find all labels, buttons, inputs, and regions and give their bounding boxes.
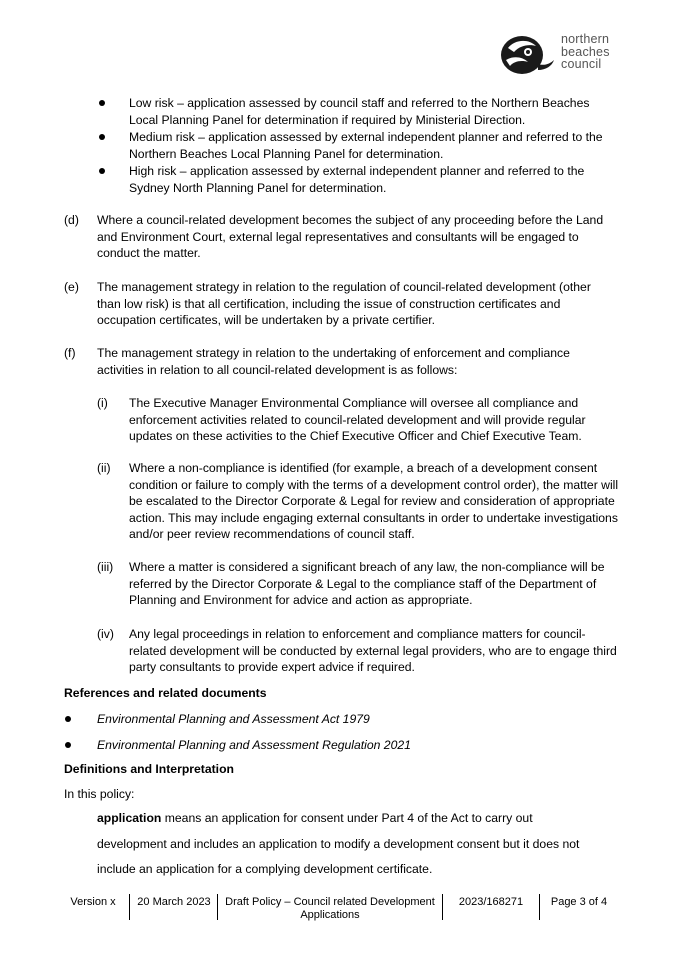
footer-title-line1: Draft Policy – Council related Development — [225, 896, 435, 908]
footer-reference: 2023/168271 — [458, 896, 524, 908]
definitions-heading: Definitions and Interpretation — [64, 762, 234, 776]
logo-wordmark — [561, 33, 610, 71]
definition-application — [97, 810, 533, 827]
definitions-intro: In this policy: — [64, 787, 135, 801]
logo-line-beaches: beaches — [561, 44, 610, 59]
clause-label-e: (e) — [64, 280, 79, 294]
clause-text-d: Where a council-related development becomes the subject of any proceeding before the Land and Environment Court, external legal representatives and consultants will be engaged to conduct the matter. — [97, 213, 604, 261]
reference-item: Environmental Planning and Assessment Act 1979 — [97, 712, 370, 726]
subclause-label-iii: (iii) — [97, 560, 114, 574]
footer-page-number: Page 3 of 4 — [550, 896, 608, 908]
definition-text-line2: development and includes an application to modify a development consent but it does not — [97, 837, 580, 851]
footer-date: 20 March 2023 — [137, 896, 211, 908]
risk-bullet-medium: Medium risk – application assessed by external independent planner and referred to the Northern Beaches Local Planning Panel for determination. — [129, 130, 603, 161]
references-heading: References and related documents — [64, 686, 267, 700]
subclause-label-ii: (ii) — [97, 461, 111, 475]
footer-divider — [217, 894, 218, 920]
subclause-text-i: The Executive Manager Environmental Compliance will oversee all compliance and enforcement activities related to council-related development and will provide regular updates on these activities to the Chief Executive Officer and Chief Executive Team. — [129, 396, 586, 444]
subclause-label-i: (i) — [97, 396, 108, 410]
clause-label-f: (f) — [64, 346, 76, 360]
clause-text-f: The management strategy in relation to the undertaking of enforcement and compliance activities in relation to all council-related development is as follows: — [97, 346, 570, 377]
subclause-text-ii: Where a non-compliance is identified (for example, a breach of a development consent condition or failure to comply with the terms of a development control order), the matter will be escalated to the Director Corporate & Legal for review and consideration of appropriate action. This may include engaging external consultants in order to undertake investigations and/or peer review recommendations of council staff. — [129, 461, 619, 542]
subclause-text-iv: Any legal proceedings in relation to enforcement and compliance matters for council-related development will be conducted by external legal providers, who are to engage third party consultants to provide expert advice if required. — [129, 627, 617, 675]
subclause-label-iv: (iv) — [97, 627, 114, 641]
subclause-text-iii: Where a matter is considered a significant breach of any law, the non-compliance will be referred by the Director Corporate & Legal to the compliance staff of the Department of Planning and Environment for advice and action as appropriate. — [129, 560, 605, 608]
bullet-icon — [99, 168, 105, 174]
footer-title-line2: Applications — [300, 909, 360, 921]
clause-text-e: The management strategy in relation to the regulation of council-related development (other than low risk) is that all certification, including the issue of construction certificates and occupation certificates, will be undertaken by a private certifier. — [97, 280, 591, 328]
risk-bullet-low: Low risk – application assessed by council staff and referred to the Northern Beaches Local Planning Panel for determination if required by Ministerial Direction. — [129, 96, 590, 127]
logo-line-northern: northern — [561, 32, 610, 46]
footer-document-title — [222, 896, 438, 922]
footer-version: Version x — [70, 896, 116, 908]
footer-divider — [442, 894, 443, 920]
definition-text-line1: means an application for consent under Part 4 of the Act to carry out — [161, 811, 533, 825]
logo-line-council: council — [561, 57, 602, 71]
footer-divider — [129, 894, 130, 920]
definition-term: application — [97, 811, 162, 825]
clause-label-d: (d) — [64, 213, 79, 227]
council-logo — [498, 30, 618, 82]
bullet-icon — [65, 742, 71, 748]
northern-beaches-emblem-icon — [498, 30, 556, 80]
footer-divider — [539, 894, 540, 920]
bullet-icon — [99, 134, 105, 140]
definition-text-line3: include an application for a complying development certificate. — [97, 862, 433, 876]
reference-item: Environmental Planning and Assessment Regulation 2021 — [97, 738, 411, 752]
bullet-icon — [65, 716, 71, 722]
bullet-icon — [99, 100, 105, 106]
risk-bullet-high: High risk – application assessed by external independent planner and referred to the Sydney North Planning Panel for determination. — [129, 164, 585, 195]
